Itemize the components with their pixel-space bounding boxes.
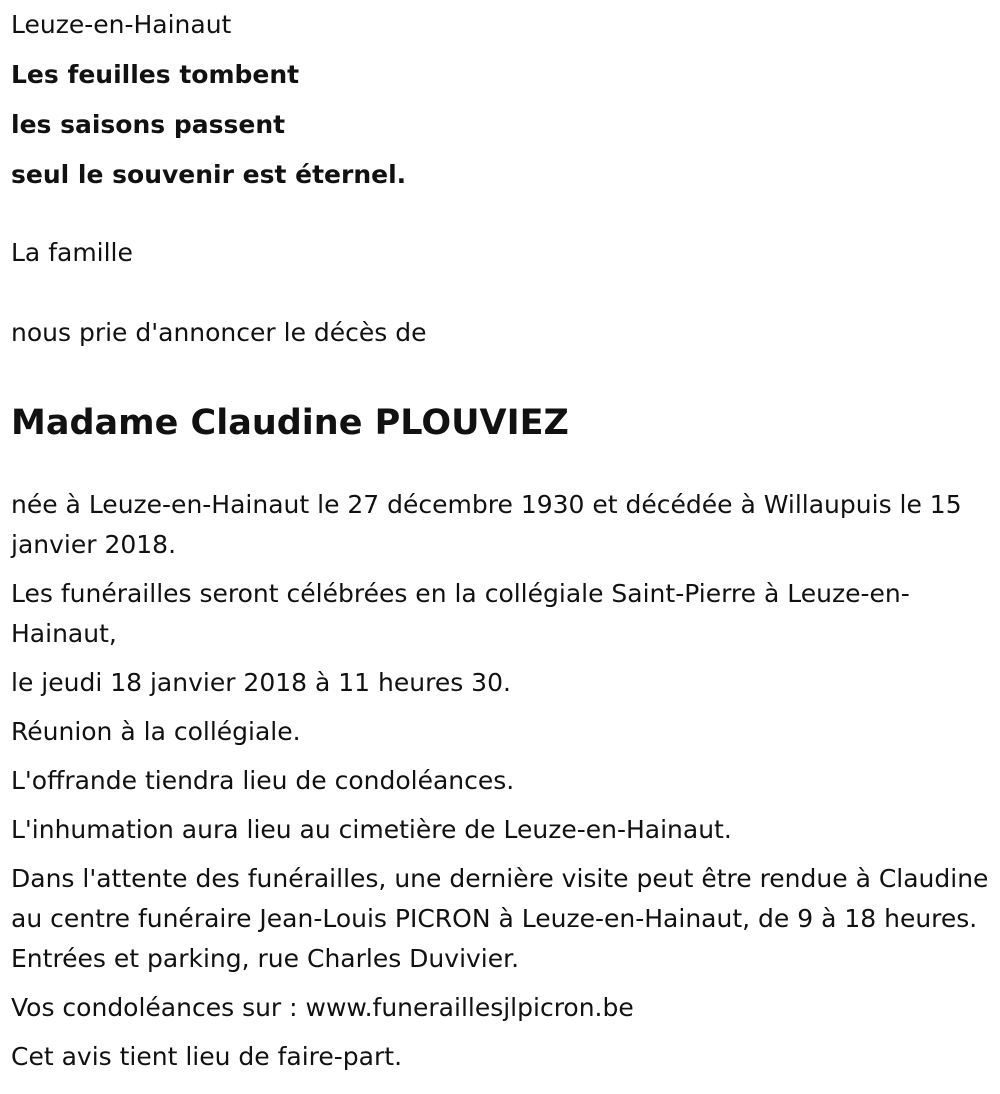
birth-death-paragraph: née à Leuze-en-Hainaut le 27 décembre 1930 et décédée à Willaupuis le 15 janvier 2018.	[11, 490, 962, 559]
announcement-line: nous prie d'annoncer le décès de	[11, 318, 427, 347]
deceased-name: Madame Claudine PLOUVIEZ	[11, 403, 569, 443]
poem-line-3: seul le souvenir est éternel.	[11, 160, 407, 189]
family-line: La famille	[11, 238, 133, 267]
notice-paragraph: Cet avis tient lieu de faire-part.	[11, 1042, 403, 1071]
funeral-date-paragraph: le jeudi 18 janvier 2018 à 11 heures 30.	[11, 668, 511, 697]
poem-line-2: les saisons passent	[11, 110, 286, 139]
location-heading: Leuze-en-Hainaut	[11, 10, 232, 39]
offering-paragraph: L'offrande tiendra lieu de condoléances.	[11, 766, 515, 795]
condolences-paragraph: Vos condoléances sur : www.funeraillesjlpicron.be	[11, 993, 634, 1022]
funeral-location-paragraph: Les funérailles seront célébrées en la collégiale Saint-Pierre à Leuze-en-Hainaut,	[11, 579, 910, 648]
burial-paragraph: L'inhumation aura lieu au cimetière de Leuze-en-Hainaut.	[11, 815, 732, 844]
meeting-paragraph: Réunion à la collégiale.	[11, 717, 301, 746]
visitation-paragraph: Dans l'attente des funérailles, une dernière visite peut être rendue à Claudine au centre funéraire Jean-Louis PICRON à Leuze-en-Hainaut, de 9 à 18 heures. Entrées et parking, rue Charles Duvivier.	[11, 864, 989, 973]
poem-line-1: Les feuilles tombent	[11, 60, 300, 89]
